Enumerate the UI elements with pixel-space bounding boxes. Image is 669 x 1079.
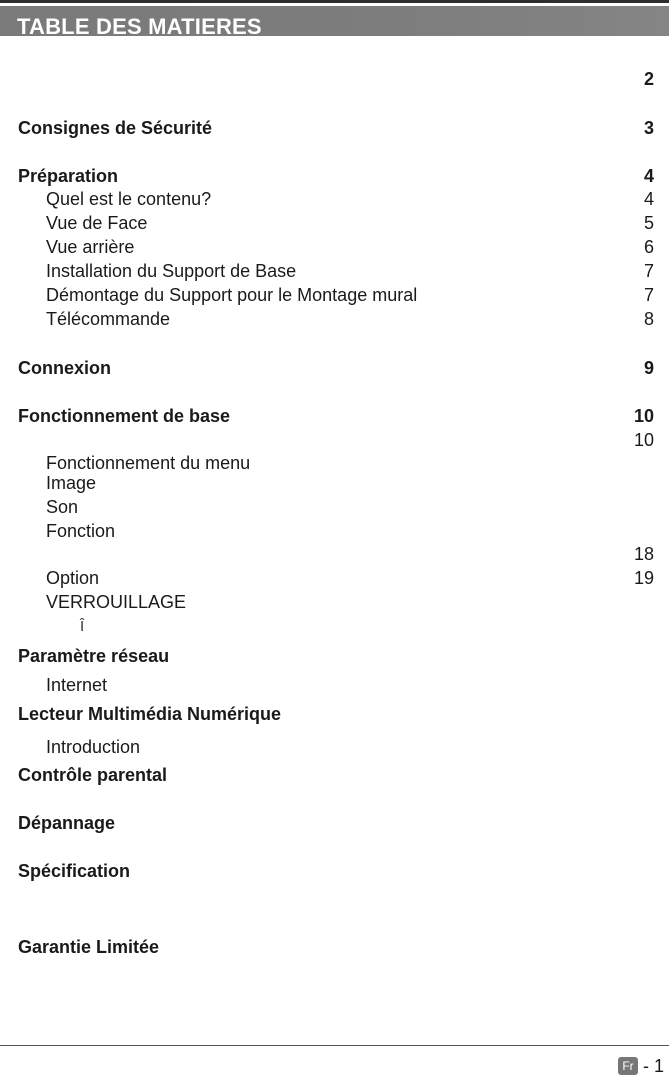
toc-page-number: 4 xyxy=(643,166,654,186)
toc-section-fonctionnement[interactable]: Fonctionnement de base xyxy=(18,406,231,426)
toc-item-introduction[interactable]: Introduction xyxy=(46,737,141,757)
toc-page-number: 9 xyxy=(643,358,654,378)
toc-section-specification[interactable]: Spécification xyxy=(18,861,131,881)
toc-page-number: 5 xyxy=(643,213,654,233)
page-title: TABLE DES MATIERES xyxy=(17,14,262,39)
toc-item-vue-face[interactable]: Vue de Face xyxy=(46,213,148,233)
toc-item-contenu[interactable]: Quel est le contenu? xyxy=(46,189,212,209)
page-number: - 1 xyxy=(643,1056,665,1076)
top-rule xyxy=(0,0,669,3)
toc-item-demontage-support[interactable]: Démontage du Support pour le Montage mural xyxy=(46,285,418,305)
toc-item-option[interactable]: Option xyxy=(46,568,100,588)
toc-item-telecommande[interactable]: Télécommande xyxy=(46,309,171,329)
toc-item-verrouillage[interactable]: VERROUILLAGE xyxy=(46,592,187,612)
toc-section-depannage[interactable]: Dépannage xyxy=(18,813,116,833)
language-badge: Fr xyxy=(618,1057,638,1075)
stray-glyph: Î xyxy=(80,618,85,635)
toc-item-son[interactable]: Son xyxy=(46,497,79,517)
toc-page-number: 19 xyxy=(633,568,654,588)
toc-page-number: 7 xyxy=(643,261,654,281)
toc-page-number: 8 xyxy=(643,309,654,329)
footer-rule xyxy=(0,1045,669,1046)
toc-item-installation-support[interactable]: Installation du Support de Base xyxy=(46,261,297,281)
header-bar xyxy=(0,6,669,39)
toc-page-number: 10 xyxy=(633,406,654,426)
toc-page-number: 7 xyxy=(643,285,654,305)
toc-section-reseau[interactable]: Paramètre réseau xyxy=(18,646,170,666)
toc-section-connexion[interactable]: Connexion xyxy=(18,358,111,378)
toc-item-vue-arriere[interactable]: Vue arrière xyxy=(46,237,135,257)
toc-page-number: 4 xyxy=(643,189,654,209)
toc-section-controle-parental[interactable]: Contrôle parental xyxy=(18,765,168,785)
toc-page-number: 18 xyxy=(633,544,654,564)
toc-item-fonction[interactable]: Fonction xyxy=(46,521,116,541)
toc-section-lecteur[interactable]: Lecteur Multimédia Numérique xyxy=(18,704,282,724)
toc-section-consignes[interactable]: Consignes de Sécurité xyxy=(18,118,213,138)
toc-page-number: 6 xyxy=(643,237,654,257)
toc-item-image[interactable]: Image xyxy=(46,473,97,493)
toc-item-internet[interactable]: Internet xyxy=(46,675,108,695)
toc-page-number: 2 xyxy=(643,69,654,89)
toc-page-number: 3 xyxy=(643,118,654,138)
toc-page-number: 10 xyxy=(633,430,654,450)
toc-section-garantie[interactable]: Garantie Limitée xyxy=(18,937,160,957)
toc-item-menu[interactable]: Fonctionnement du menu xyxy=(46,453,251,473)
toc-section-preparation[interactable]: Préparation xyxy=(18,166,119,186)
